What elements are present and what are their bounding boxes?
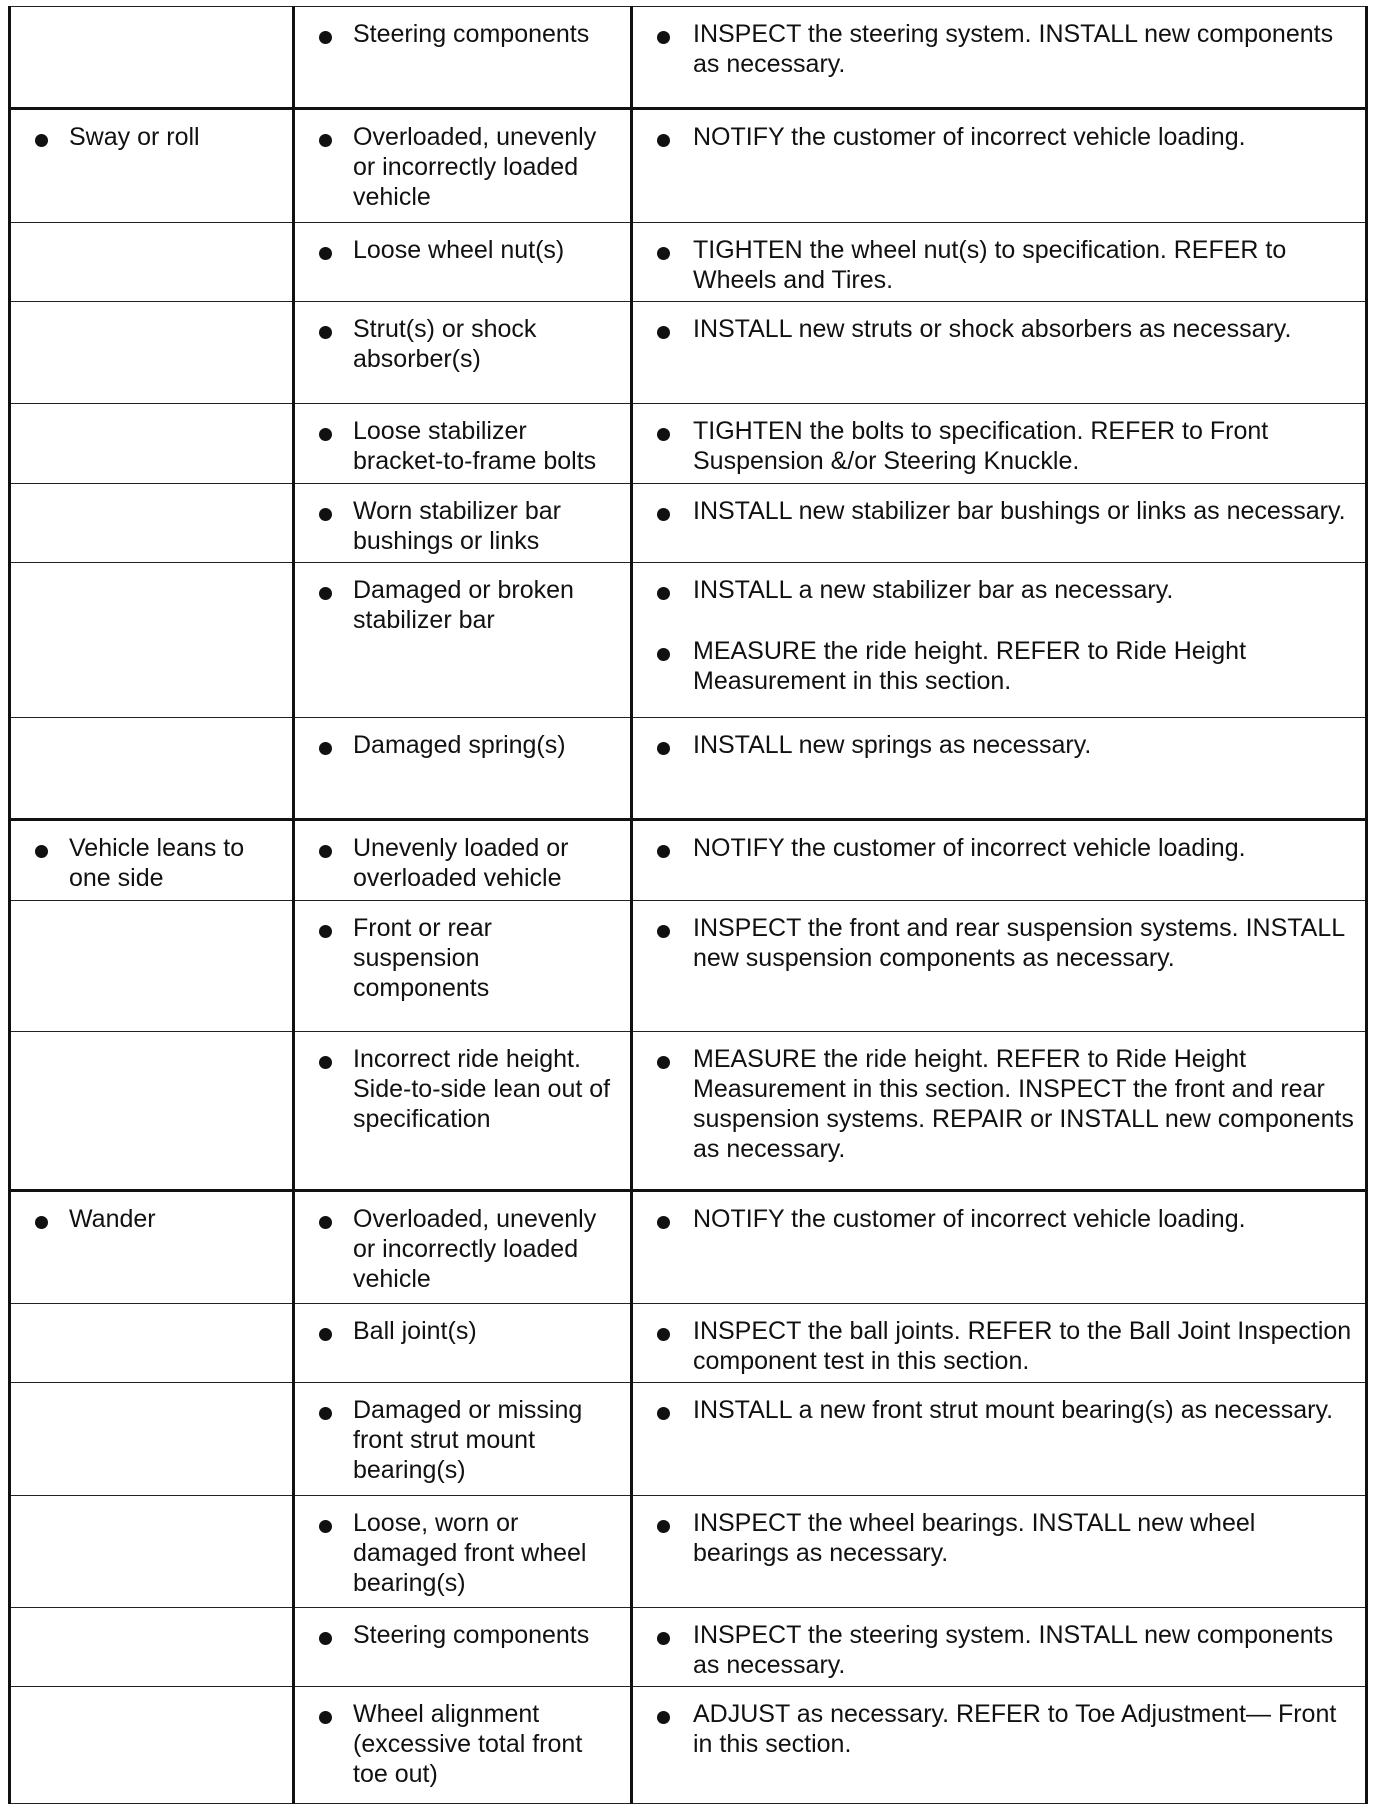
table-row [10, 1607, 1367, 1687]
table-row [10, 404, 1367, 484]
condition-cell [10, 483, 294, 563]
bullet-icon [657, 508, 670, 521]
condition-cell [10, 1031, 294, 1190]
bullet-icon [657, 1328, 670, 1341]
action-cell [632, 718, 1367, 820]
action-text: INSTALL new stabilizer bar bushings or links as necessary. [693, 496, 1346, 525]
action-cell [632, 483, 1367, 563]
bullet-icon [319, 1216, 332, 1229]
table-row [10, 7, 1367, 109]
condition-text: Wander [69, 1204, 156, 1233]
condition-cell [10, 1495, 294, 1607]
condition-cell [10, 302, 294, 404]
condition-cell [10, 1607, 294, 1687]
bullet-icon [657, 845, 670, 858]
bullet-icon [319, 1632, 332, 1645]
bullet-icon [657, 1216, 670, 1229]
table-row [10, 222, 1367, 302]
bullet-icon [319, 508, 332, 521]
cause-cell [294, 483, 632, 563]
cause-text: Overloaded, unevenly or incorrectly loaded vehicle [353, 123, 597, 212]
cause-cell [294, 222, 632, 302]
bullet-icon [319, 247, 332, 260]
condition-cell [10, 404, 294, 484]
cause-cell [294, 1383, 632, 1495]
table-row [10, 1031, 1367, 1190]
action-cell [632, 1607, 1367, 1687]
bullet-icon [657, 1711, 670, 1724]
bullet-icon [35, 1216, 48, 1229]
condition-cell [10, 901, 294, 1032]
bullet-icon [319, 1328, 332, 1341]
action-cell [632, 1190, 1367, 1303]
bullet-icon [319, 742, 332, 755]
bullet-icon [319, 326, 332, 339]
cause-text: Loose, worn or damaged front wheel bearing(s) [353, 1508, 587, 1597]
action-text: ADJUST as necessary. REFER to Toe Adjustment— Front in this section. [693, 1700, 1337, 1759]
cause-cell [294, 109, 632, 222]
cause-cell [294, 1031, 632, 1190]
cause-text: Wheel alignment (excessive total front toe out) [353, 1700, 583, 1789]
cause-cell [294, 1495, 632, 1607]
cause-cell [294, 718, 632, 820]
cause-text: Damaged or missing front strut mount bearing(s) [353, 1396, 583, 1485]
bullet-icon [319, 587, 332, 600]
cause-cell [294, 1607, 632, 1687]
bullet-icon [35, 134, 48, 147]
bullet-icon [319, 31, 332, 44]
cause-text: Loose stabilizer bracket-to-frame bolts [353, 417, 597, 476]
condition-cell [10, 7, 294, 109]
action-text: INSPECT the steering system. INSTALL new components as necessary. [693, 1620, 1334, 1679]
condition-cell [10, 109, 294, 222]
action-text: INSPECT the front and rear suspension systems. INSTALL new suspension components as necessary. [693, 914, 1345, 973]
condition-cell [10, 1687, 294, 1804]
bullet-icon [657, 31, 670, 44]
cause-cell [294, 1303, 632, 1383]
action-text: INSTALL new struts or shock absorbers as necessary. [693, 315, 1292, 344]
action-text: NOTIFY the customer of incorrect vehicle loading. [693, 834, 1246, 863]
symptom-diagnosis-table [8, 6, 1368, 1804]
cause-cell [294, 404, 632, 484]
cause-text: Steering components [353, 20, 590, 48]
cause-text: Ball joint(s) [353, 1316, 477, 1345]
bullet-icon [319, 845, 332, 858]
condition-cell [10, 1190, 294, 1303]
action-cell [632, 820, 1367, 901]
cause-text: Steering components [353, 1620, 590, 1649]
cause-cell [294, 1190, 632, 1303]
bullet-icon [657, 134, 670, 147]
table-row [10, 820, 1367, 901]
table-row [10, 302, 1367, 404]
cause-text: Damaged spring(s) [353, 731, 566, 760]
table-row [10, 1383, 1367, 1495]
cause-cell [294, 820, 632, 901]
bullet-icon [657, 742, 670, 755]
action-text: TIGHTEN the wheel nut(s) to specification. REFER to Wheels and Tires. [693, 235, 1287, 294]
cause-text: Unevenly loaded or overloaded vehicle [353, 834, 569, 893]
bullet-icon [35, 845, 48, 858]
action-text: INSPECT the wheel bearings. INSTALL new wheel bearings as necessary. [693, 1508, 1256, 1567]
cause-cell [294, 563, 632, 718]
table-row [10, 901, 1367, 1032]
cause-cell [294, 7, 632, 109]
bullet-icon [657, 1520, 670, 1533]
cause-text: Worn stabilizer bar bushings or links [353, 496, 561, 555]
cause-text: Damaged or broken stabilizer bar [353, 576, 574, 635]
table-row [10, 1495, 1367, 1607]
bullet-icon [319, 428, 332, 441]
action-cell [632, 1303, 1367, 1383]
bullet-icon [657, 1407, 670, 1420]
action-text: INSTALL a new stabilizer bar as necessary. [693, 576, 1174, 605]
cause-cell [294, 302, 632, 404]
action-cell [632, 109, 1367, 222]
table-row [10, 109, 1367, 222]
action-cell [632, 302, 1367, 404]
bullet-icon [657, 925, 670, 938]
condition-cell [10, 1303, 294, 1383]
action-text: INSPECT the ball joints. REFER to the Ball Joint Inspection component test in this section. [693, 1316, 1352, 1375]
action-text: NOTIFY the customer of incorrect vehicle loading. [693, 1204, 1246, 1233]
bullet-icon [657, 587, 670, 600]
bullet-icon [657, 1632, 670, 1645]
condition-cell [10, 222, 294, 302]
table-row [10, 563, 1367, 718]
condition-cell [10, 1383, 294, 1495]
action-cell [632, 1031, 1367, 1190]
action-text: INSPECT the steering system. INSTALL new components as necessary. [693, 20, 1334, 78]
action-cell [632, 563, 1367, 718]
action-cell [632, 1687, 1367, 1804]
bullet-icon [657, 428, 670, 441]
cause-cell [294, 901, 632, 1032]
table-row [10, 1303, 1367, 1383]
bullet-icon [319, 1711, 332, 1724]
bullet-icon [657, 1056, 670, 1069]
cause-text: Overloaded, unevenly or incorrectly loaded vehicle [353, 1204, 597, 1293]
action-text: MEASURE the ride height. REFER to Ride Height Measurement in this section. [693, 637, 1247, 696]
bullet-icon [657, 326, 670, 339]
bullet-icon [657, 648, 670, 661]
bullet-icon [319, 925, 332, 938]
action-text: INSTALL a new front strut mount bearing(s) as necessary. [693, 1396, 1334, 1425]
action-text: INSTALL new springs as necessary. [693, 731, 1092, 760]
action-cell [632, 901, 1367, 1032]
action-cell [632, 1383, 1367, 1495]
action-cell [632, 1495, 1367, 1607]
bullet-icon [657, 247, 670, 260]
cause-text: Front or rear suspension components [353, 914, 492, 1003]
table-row [10, 483, 1367, 563]
cause-text: Strut(s) or shock absorber(s) [353, 315, 537, 374]
action-text: NOTIFY the customer of incorrect vehicle loading. [693, 123, 1246, 152]
action-cell [632, 222, 1367, 302]
condition-cell [10, 718, 294, 820]
condition-text: Vehicle leans to one side [69, 834, 245, 893]
condition-cell [10, 820, 294, 901]
table-row [10, 1190, 1367, 1303]
action-text: TIGHTEN the bolts to specification. REFER to Front Suspension &/or Steering Knuckle. [693, 417, 1269, 476]
bullet-icon [319, 1520, 332, 1533]
table-row [10, 1687, 1367, 1804]
bullet-icon [319, 1407, 332, 1420]
cause-text: Incorrect ride height. Side-to-side lean out of specification [353, 1044, 611, 1133]
cause-text: Loose wheel nut(s) [353, 235, 565, 264]
action-text: MEASURE the ride height. REFER to Ride Height Measurement in this section. INSPECT the front and rear suspension systems. REPAIR or INSTALL new components as necessary. [693, 1044, 1354, 1163]
action-cell [632, 7, 1367, 109]
action-cell [632, 404, 1367, 484]
table-row [10, 718, 1367, 820]
condition-text: Sway or roll [69, 123, 200, 152]
condition-cell [10, 563, 294, 718]
bullet-icon [319, 1056, 332, 1069]
bullet-icon [319, 134, 332, 147]
cause-cell [294, 1687, 632, 1804]
